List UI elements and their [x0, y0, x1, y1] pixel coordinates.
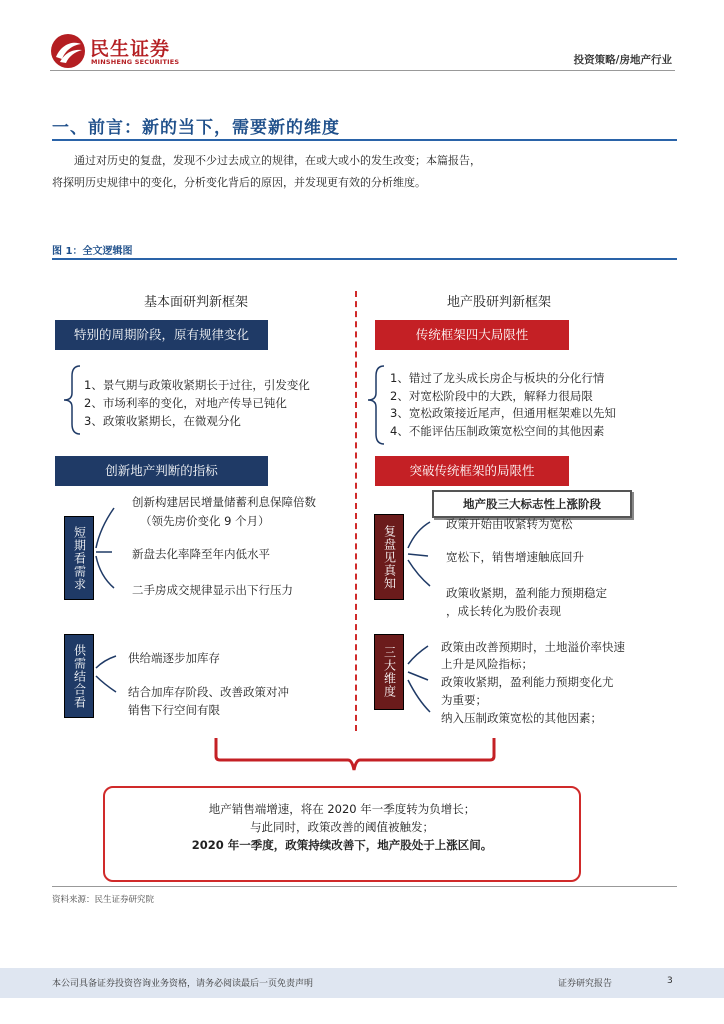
right-bar-limits: 传统框架四大局限性	[375, 320, 569, 350]
figure-source: 资料来源：民生证券研究院	[52, 895, 155, 905]
intro-line-2: 将探明历史规律中的变化，分析变化背后的原因，并发现更有效的分析维度。	[52, 176, 426, 189]
supply-item-1: 供给端逐步加库存	[128, 651, 220, 665]
right-list-item-4: 4、不能评估压制政策宽松空间的其他因素	[390, 424, 605, 438]
short-item-1-note: （领先房价变化 9 个月）	[140, 514, 270, 528]
right-list-item-1: 1、错过了龙头成长房企与板块的分化行情	[390, 371, 605, 385]
right-list-item-3: 3、宽松政策接近尾声，但通用框架难以先知	[390, 406, 616, 420]
review-label: 复盘见真知	[382, 524, 397, 590]
dimension-item-1-cont: 上升是风险指标；	[441, 657, 533, 671]
supply-demand-label: 供需结合看	[72, 643, 87, 709]
conclusion-box	[103, 786, 581, 882]
three-dimensions-label: 三大维度	[382, 646, 397, 698]
review-item-2: 宽松下，销售增速触底回升	[446, 550, 584, 564]
report-category: 投资策略/房地产行业	[573, 54, 672, 66]
review-box	[374, 514, 404, 600]
section-title: 一、前言：新的当下，需要新的维度	[52, 118, 340, 138]
dimension-item-2-cont: 为重要；	[441, 693, 487, 707]
review-item-3: 政策收紧期，盈利能力预期稳定	[446, 586, 607, 600]
column-divider	[355, 291, 357, 731]
page-number: 3	[667, 976, 673, 986]
left-column-heading: 基本面研判新框架	[144, 295, 249, 310]
three-stages-tag: 地产股三大标志性上涨阶段	[432, 490, 632, 518]
figure-label: 图 1：全文逻辑图	[52, 246, 133, 257]
right-column-heading: 地产股研判新框架	[447, 295, 552, 310]
left-bar-cycle: 特别的周期阶段，原有规律变化	[55, 320, 268, 350]
short-term-demand-box	[64, 516, 94, 600]
short-item-3: 二手房成交规律显示出下行压力	[132, 583, 293, 597]
footer-report-type: 证券研究报告	[558, 979, 613, 989]
brand-name-cn: 民生证券	[90, 38, 171, 60]
review-item-3-cont: ，成长转化为股价表现	[446, 604, 561, 618]
footer-disclaimer: 本公司具备证券投资咨询业务资格，请务必阅读最后一页免责声明	[52, 979, 314, 989]
supply-item-3: 销售下行空间有限	[128, 703, 220, 717]
review-item-1: 政策开始由收紧转为宽松	[446, 517, 573, 531]
left-list-item-2: 2、市场利率的变化，对地产传导已钝化	[84, 396, 287, 410]
right-list-item-2: 2、对宽松阶段中的大跌，解释力很局限	[390, 389, 593, 403]
left-list-item-3: 3、政策收紧期长，在微观分化	[84, 414, 241, 428]
dimension-item-1: 政策由改善预期时，土地溢价率快速	[441, 640, 625, 654]
dimension-item-2: 政策收紧期，盈利能力预期变化尤	[441, 675, 614, 689]
supply-demand-box	[64, 634, 94, 718]
short-item-1: 创新构建居民增量储蓄利息保障倍数	[132, 495, 316, 509]
supply-item-2: 结合加库存阶段、改善政策对冲	[128, 685, 289, 699]
source-divider	[52, 886, 677, 887]
three-dimensions-box	[374, 634, 404, 710]
left-bar-indicators: 创新地产判断的指标	[55, 456, 268, 486]
conclusion-line-2: 与此同时，政策改善的阈值被触发；	[250, 820, 434, 834]
dimension-item-3: 纳入压制政策宽松的其他因素；	[441, 711, 602, 725]
right-bar-breakthrough: 突破传统框架的局限性	[375, 456, 569, 486]
intro-line-1: 通过对历史的复盘，发现不少过去成立的规律，在或大或小的发生改变；本篇报告，	[74, 154, 481, 167]
short-item-2: 新盘去化率降至年内低水平	[132, 547, 270, 561]
brand-name-en: MINSHENG SECURITIES	[91, 58, 180, 66]
short-term-demand-label: 短期看需求	[72, 525, 87, 591]
conclusion-line-3: 2020 年一季度，政策持续改善下，地产股处于上涨区间。	[191, 838, 493, 852]
conclusion-line-1: 地产销售端增速，将在 2020 年一季度转为负增长；	[208, 802, 476, 816]
left-list-item-1: 1、景气期与政策收紧期长于过往，引发变化	[84, 378, 310, 392]
